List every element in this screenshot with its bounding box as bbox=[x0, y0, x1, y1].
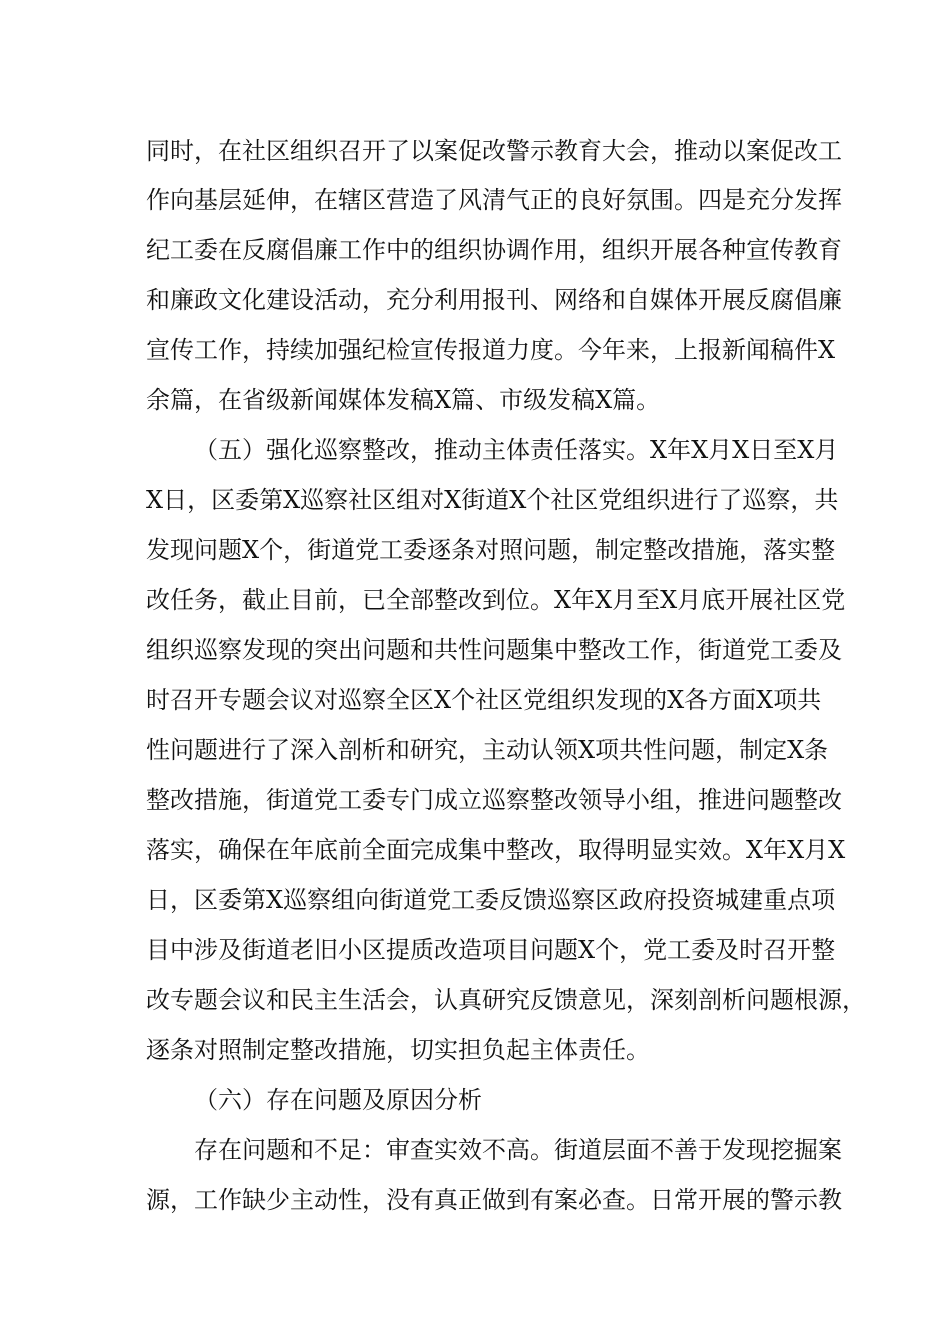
paragraph-line: 改专题会议和民主生活会，认真研究反馈意见，深刻剖析问题根源， bbox=[146, 986, 866, 1014]
paragraph-line: X日，区委第X巡察社区组对X街道X个社区党组织进行了巡察，共 bbox=[146, 486, 839, 514]
paragraph-line: 改任务，截止目前，已全部整改到位。X年X月至X月底开展社区党 bbox=[146, 586, 846, 614]
paragraph-line: 落实，确保在年底前全面完成集中整改，取得明显实效。X年X月X bbox=[146, 836, 846, 864]
section-heading-six: （六）存在问题及原因分析 bbox=[194, 1086, 482, 1114]
paragraph-line: 日，区委第X巡察组向街道党工委反馈巡察区政府投资城建重点项 bbox=[146, 886, 836, 914]
paragraph-line: 整改措施，街道党工委专门成立巡察整改领导小组，推进问题整改 bbox=[146, 786, 842, 814]
paragraph-line: 逐条对照制定整改措施，切实担负起主体责任。 bbox=[146, 1036, 650, 1064]
paragraph-line: 目中涉及街道老旧小区提质改造项目问题X个，党工委及时召开整 bbox=[146, 936, 836, 964]
paragraph-line: 组织巡察发现的突出问题和共性问题集中整改工作，街道党工委及 bbox=[146, 636, 842, 664]
paragraph-line: 作向基层延伸，在辖区营造了风清气正的良好氛围。四是充分发挥 bbox=[146, 186, 842, 214]
paragraph-line: 性问题进行了深入剖析和研究，主动认领X项共性问题，制定X条 bbox=[146, 736, 829, 764]
paragraph-line: 和廉政文化建设活动，充分利用报刊、网络和自媒体开展反腐倡廉 bbox=[146, 286, 842, 314]
paragraph-line: 存在问题和不足：审查实效不高。街道层面不善于发现挖掘案 bbox=[194, 1136, 842, 1164]
paragraph-line: 源，工作缺少主动性，没有真正做到有案必查。日常开展的警示教 bbox=[146, 1186, 842, 1214]
paragraph-line: 余篇，在省级新闻媒体发稿X篇、市级发稿X篇。 bbox=[146, 386, 661, 414]
paragraph-line: 纪工委在反腐倡廉工作中的组织协调作用，组织开展各种宣传教育 bbox=[146, 236, 842, 264]
paragraph-line: 发现问题X个，街道党工委逐条对照问题，制定整改措施，落实整 bbox=[146, 536, 836, 564]
paragraph-line: 同时，在社区组织召开了以案促改警示教育大会，推动以案促改工 bbox=[146, 137, 842, 165]
paragraph-line: 宣传工作，持续加强纪检宣传报道力度。今年来，上报新闻稿件X bbox=[146, 336, 836, 364]
section-heading-five: （五）强化巡察整改，推动主体责任落实。X年X月X日至X月 bbox=[194, 436, 839, 464]
paragraph-line: 时召开专题会议对巡察全区X个社区党组织发现的X各方面X项共 bbox=[146, 686, 822, 714]
